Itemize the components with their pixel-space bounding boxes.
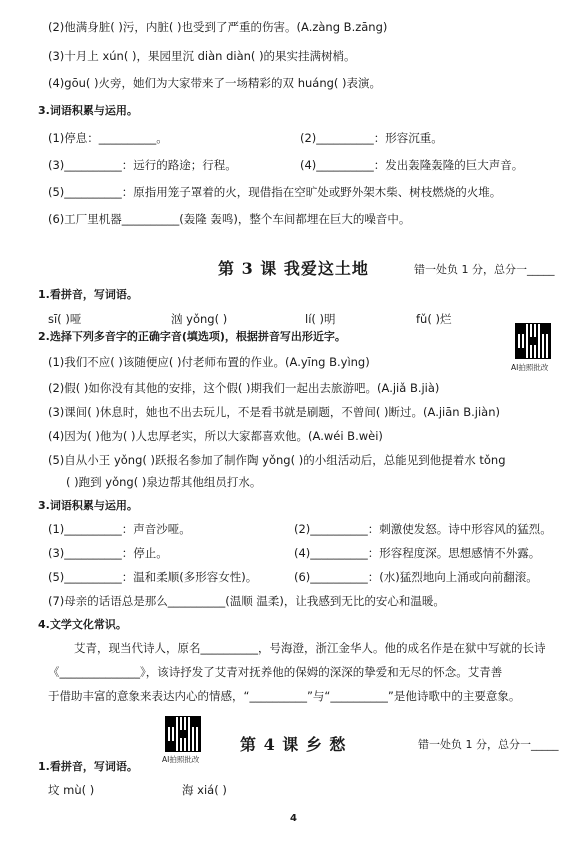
lesson-3-section-1-heading: 1.看拼音，写词语。 — [38, 288, 138, 301]
lesson-3-section-4-heading: 4.文学文化常识。 — [38, 618, 127, 631]
qr-caption-lesson-4: AI拍照批改 — [162, 755, 200, 764]
lesson-3-polyphone-5a: (5)自从小王 yǒng( )跃报名参加了制作陶 yǒng( )的小组活动后，总能见到他提着水 tǒng — [48, 453, 506, 467]
lesson-3-polyphone-4: (4)因为( )他为( )人忠厚老实，所以大家都喜欢他。(A.wéi B.wèi) — [48, 429, 383, 443]
lesson-3-polyphone-2: (2)假( )如你没有其他的安排，这个假( )期我们一起出去旅游吧。(A.jiǎ B.jià) — [48, 381, 440, 395]
lesson-3-section-2-heading: 2.选择下列多音字的正确字音(填选项)，根据拼音写出形近字。 — [38, 330, 346, 343]
lesson-3-vocab-2: (2)__________：刺激使发怒。诗中形容风的猛烈。 — [294, 522, 552, 536]
lesson-3-pinyin-4: fǔ( )烂 — [416, 312, 452, 326]
lesson-3-pinyin-2: 汹 yǒng( ) — [171, 312, 228, 326]
lesson-3-vocab-1: (1)__________：声音沙哑。 — [48, 522, 191, 536]
qr-code-icon-lesson-4[interactable] — [165, 716, 201, 752]
top-section-3-heading: 3.词语积累与运用。 — [38, 104, 138, 117]
lesson-4-pinyin-2: 海 xiá( ) — [182, 783, 227, 797]
top-vocab-6: (6)工厂里机器__________(轰隆 轰鸣)，整个车间都埋在巨大的噪音中。 — [48, 212, 411, 226]
lesson-4-section-1-heading: 1.看拼音，写词语。 — [38, 760, 138, 773]
lesson-3-pinyin-3: lí( )明 — [305, 312, 336, 326]
lesson-3-vocab-7: (7)母亲的话语总是那么__________(温顺 温柔)，让我感到无比的安心和温暖。 — [48, 594, 445, 608]
qr-code-icon[interactable] — [515, 323, 551, 359]
lesson-3-polyphone-3: (3)课间( )休息时，她也不出去玩儿，不是看书就是刷题，不曾间( )断过。(A.jiān B.jiàn) — [48, 405, 500, 419]
lesson-3-literature-1: 艾青，现当代诗人，原名__________，号海澄，浙江金华人。他的成名作是在狱中写就的长诗 — [74, 641, 546, 655]
lesson-3-vocab-3: (3)__________：停止。 — [48, 546, 168, 560]
top-q3: (3)十月上 xún( )，果园里沉 diàn diàn( )的果实挂满树梢。 — [48, 49, 356, 63]
top-vocab-5: (5)__________：原指用笼子罩着的火，现借指在空旷处或野外架木柴、树枝燃烧的火堆。 — [48, 185, 502, 199]
qr-caption: AI拍照批改 — [511, 363, 549, 372]
lesson-3-vocab-4: (4)__________：形容程度深。思想感情不外露。 — [294, 546, 541, 560]
top-vocab-2: (2)__________：形容沉重。 — [300, 131, 443, 145]
lesson-3-polyphone-5b: ( )跑到 yǒng( )泉边帮其他组员打水。 — [66, 475, 262, 489]
top-vocab-1: (1)停息：__________。 — [48, 131, 168, 145]
top-vocab-4: (4)__________：发出轰隆轰隆的巨大声音。 — [300, 158, 524, 172]
lesson-3-title: 第 3 课 我爱这土地 — [218, 259, 369, 278]
lesson-3-literature-2: 《______________》，该诗抒发了艾青对抚养他的保姆的深深的挚爱和无尽的怀念。艾青善 — [48, 665, 503, 679]
lesson-3-literature-3: 于借助丰富的意象来表达内心的情感，“__________”与“__________”是他诗歌中的主要意象。 — [48, 689, 521, 703]
lesson-4-title: 第 4 课 乡 愁 — [240, 735, 347, 754]
lesson-3-pinyin-1: sī( )哑 — [48, 312, 82, 326]
top-q4: (4)gōu( )火旁，她们为大家带来了一场精彩的双 huáng( )表演。 — [48, 76, 382, 90]
lesson-3-section-3-heading: 3.词语积累与运用。 — [38, 499, 138, 512]
lesson-3-vocab-5: (5)__________：温和柔顺(多形容女性)。 — [48, 570, 258, 584]
top-q2: (2)他满身脏( )污，内脏( )也受到了严重的伤害。(A.zàng B.zāng) — [48, 20, 388, 34]
page-number: 4 — [290, 813, 297, 824]
lesson-3-polyphone-1: (1)我们不应( )该随便应( )付老师布置的作业。(A.yīng B.yìng) — [48, 355, 370, 369]
lesson-3-vocab-6: (6)__________：(水)猛烈地向上涌或向前翻滚。 — [294, 570, 538, 584]
lesson-4-score: 错一处负 1 分，总分一_____ — [418, 738, 559, 751]
lesson-4-pinyin-1: 坟 mù( ) — [48, 783, 95, 797]
top-vocab-3: (3)__________：远行的路途；行程。 — [48, 158, 237, 172]
lesson-3-score: 错一处负 1 分，总分一_____ — [414, 263, 555, 276]
